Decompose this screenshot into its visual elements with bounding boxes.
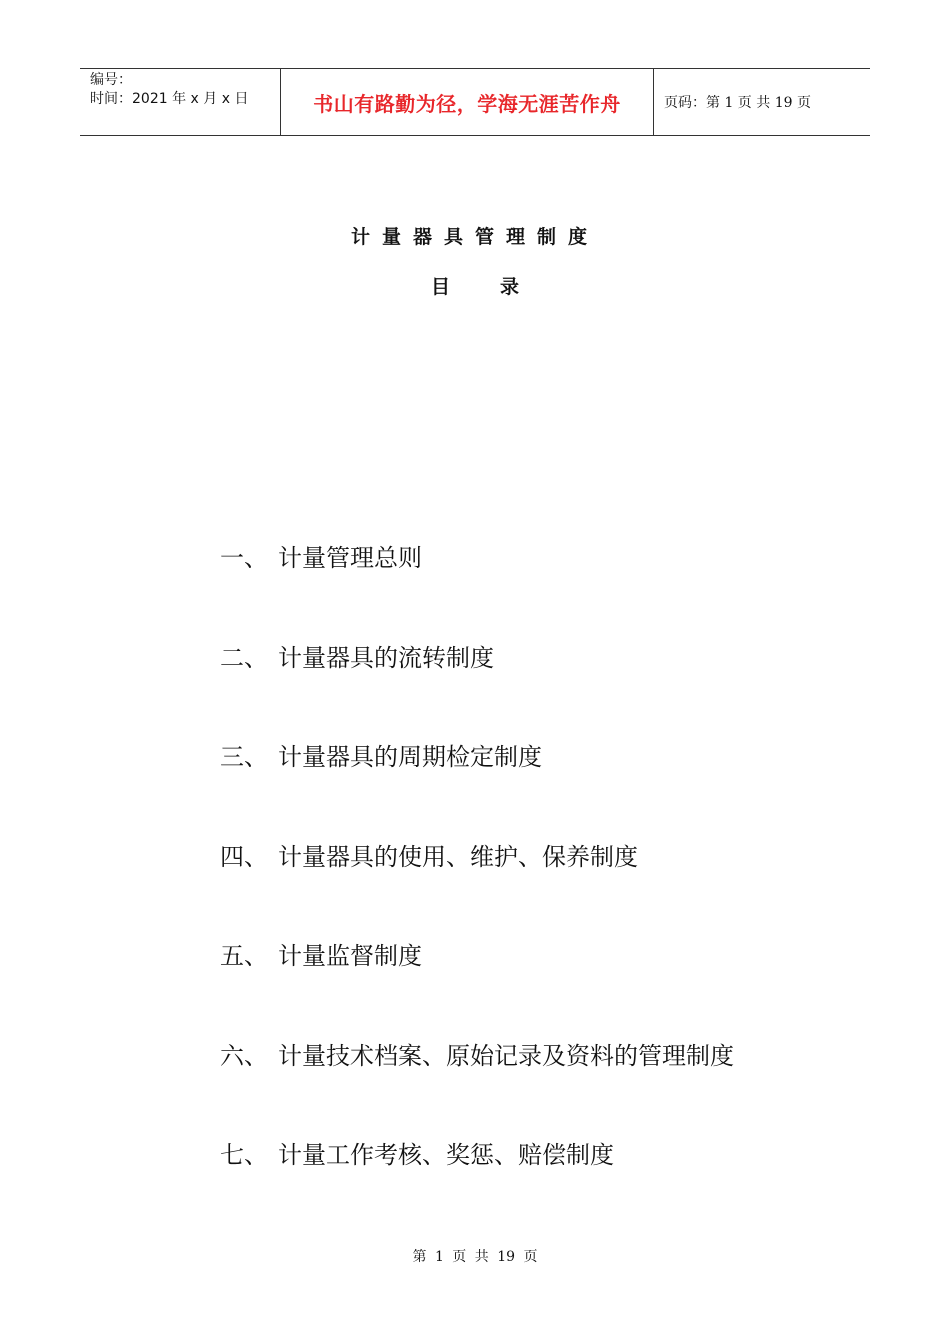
toc-item-number: 二、 — [220, 643, 268, 672]
toc-item-number: 六、 — [220, 1041, 268, 1070]
toc-item-number: 七、 — [220, 1141, 268, 1169]
toc-item — [220, 1137, 734, 1237]
toc-item-text: 计量器具的使用、维护、保养制度 — [278, 842, 638, 871]
toc-item-text: 计量监督制度 — [278, 942, 422, 970]
toc-item — [220, 1038, 734, 1138]
toc-item-number: 一、 — [220, 544, 268, 572]
toc-item-text: 计量技术档案、原始记录及资料的管理制度 — [278, 1041, 734, 1070]
toc-item-text: 计量器具的周期检定制度 — [278, 743, 542, 771]
toc-heading: 目录 — [430, 276, 569, 298]
header-motto: 书山有路勤为径，学海无涯苦作舟 — [281, 69, 654, 135]
page-header — [80, 68, 870, 136]
table-of-contents — [220, 540, 734, 1237]
header-meta-cell — [80, 69, 281, 135]
toc-item-text: 计量管理总则 — [278, 544, 422, 572]
document-title: 计量器具管理制度 — [350, 226, 599, 248]
toc-item — [220, 739, 734, 839]
toc-item-number: 五、 — [220, 942, 268, 970]
toc-item — [220, 839, 734, 939]
toc-item-number: 三、 — [220, 743, 268, 771]
toc-item — [220, 938, 734, 1038]
toc-item-text: 计量器具的流转制度 — [278, 643, 494, 672]
header-page-info: 页码：第 1 页 共 19 页 — [664, 95, 811, 111]
document-time-label: 时间：2021 年 x 月 x 日 — [90, 91, 249, 107]
document-number-label: 编号： — [90, 72, 132, 88]
page-footer: 第 1 页 共 19 页 — [412, 1249, 538, 1265]
toc-item — [220, 540, 734, 640]
toc-item-text: 计量工作考核、奖惩、赔偿制度 — [278, 1141, 614, 1169]
toc-item-number: 四、 — [220, 842, 268, 871]
toc-item — [220, 640, 734, 740]
